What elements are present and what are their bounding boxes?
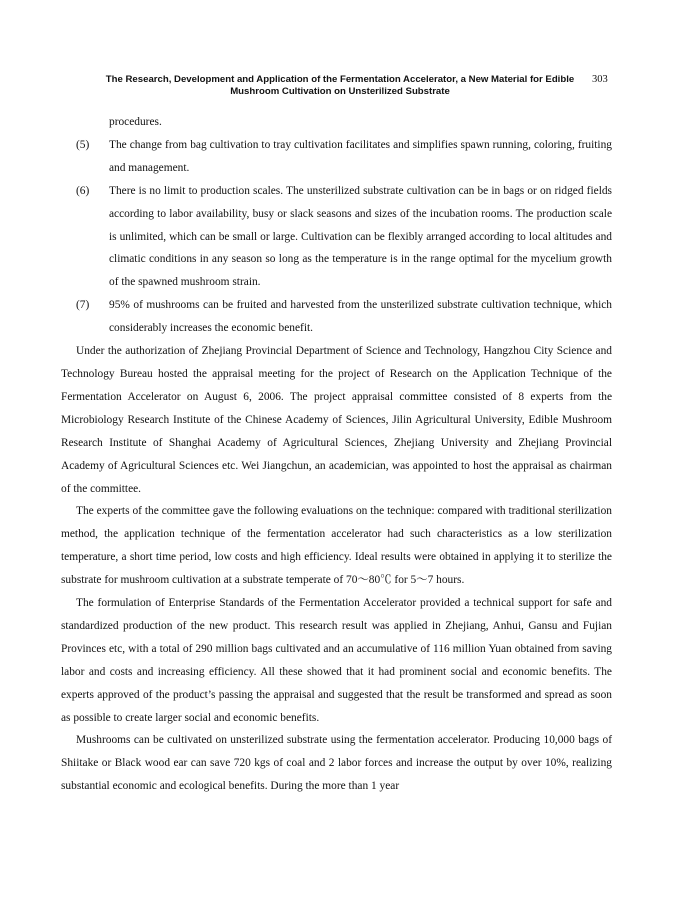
list-item-text: The change from bag cultivation to tray cultivation facilitates and simplifies spawn running, coloring, fruiting and management. xyxy=(109,138,612,174)
list-item-number: (6) xyxy=(76,184,90,197)
list-item xyxy=(61,294,612,340)
list-item-number: (5) xyxy=(76,138,90,151)
body-text xyxy=(61,111,612,798)
paragraph-expert-evaluation: The experts of the committee gave the following evaluations on the technique: compared with traditional sterilization method, the application technique of the fermentation accelerator had such characteristics as a low sterilization temperature, a short time period, low costs and high efficiency. Ideal results were obtained in applying it to sterilize the substrate for mushroom cultivation at a substrate temperate of 70～80℃ for 5～7 hours. xyxy=(61,505,612,587)
page-number: 303 xyxy=(592,74,608,85)
list-item-number: (7) xyxy=(76,299,90,312)
header-line-1: The Research, Development and Application of the Fermentation Accelerator, a New Material for Edible xyxy=(105,74,575,85)
paragraph-enterprise-standards: The formulation of Enterprise Standards of the Fermentation Accelerator provided a technical support for safe and standardized production of the new product. This research result was applied in Zhejiang, Anhui, Gansu and Fujian Provinces etc, with a total of 290 million bags cultivated and an accumulative of 116 million Yuan obtained from saving labor and costs and increasing efficiency. All these showed that it had prominent social and economic benefits. The experts approved of the product’s passing the appraisal and suggested that the result be transformed and spread as soon as possible to create larger social and economic benefits. xyxy=(61,597,612,724)
list-item-text: 95% of mushrooms can be fruited and harvested from the unsterilized substrate cultivation technique, which considerably increases the economic benefit. xyxy=(109,299,612,335)
header-line-2: Mushroom Cultivation on Unsterilized Substrate xyxy=(230,86,450,97)
continuation-text: procedures. xyxy=(109,116,162,128)
list-item-text: There is no limit to production scales. The unsterilized substrate cultivation can be in bags or on ridged fields according to labor availability, busy or slack seasons and sizes of the incubation rooms. The production scale is unlimited, which can be small or large. Cultivation can be flexibly arranged according to local altitudes and climatic conditions in any season so long as the temperature is in the range optimal for the mycelium growth of the spawned mushroom strain. xyxy=(109,184,612,289)
list-item xyxy=(61,134,612,180)
list-item xyxy=(61,180,612,295)
running-header xyxy=(70,74,610,98)
paragraph-appraisal-meeting: Under the authorization of Zhejiang Provincial Department of Science and Technology, Hangzhou City Science and Technology Bureau hosted the appraisal meeting for the project of Research on the Application Technique of the Fermentation Accelerator on August 6, 2006. The project appraisal committee consisted of 8 experts from the Microbiology Research Institute of the Chinese Academy of Sciences, Jilin Agricultural University, Edible Mushroom Research Institute of Shanghai Academy of Agricultural Sciences, Zhejiang University and Zhejiang Provincial Academy of Agricultural Sciences etc. Wei Jiangchun, an academician, was appointed to host the appraisal as chairman of the committee. xyxy=(61,345,612,495)
paragraph-benefits: Mushrooms can be cultivated on unsterilized substrate using the fermentation accelerator. Producing 10,000 bags of Shiitake or Black wood ear can save 720 kgs of coal and 2 labor forces and increase the output by over 10%, realizing substantial economic and ecological benefits. During the more than 1 year xyxy=(61,734,612,793)
